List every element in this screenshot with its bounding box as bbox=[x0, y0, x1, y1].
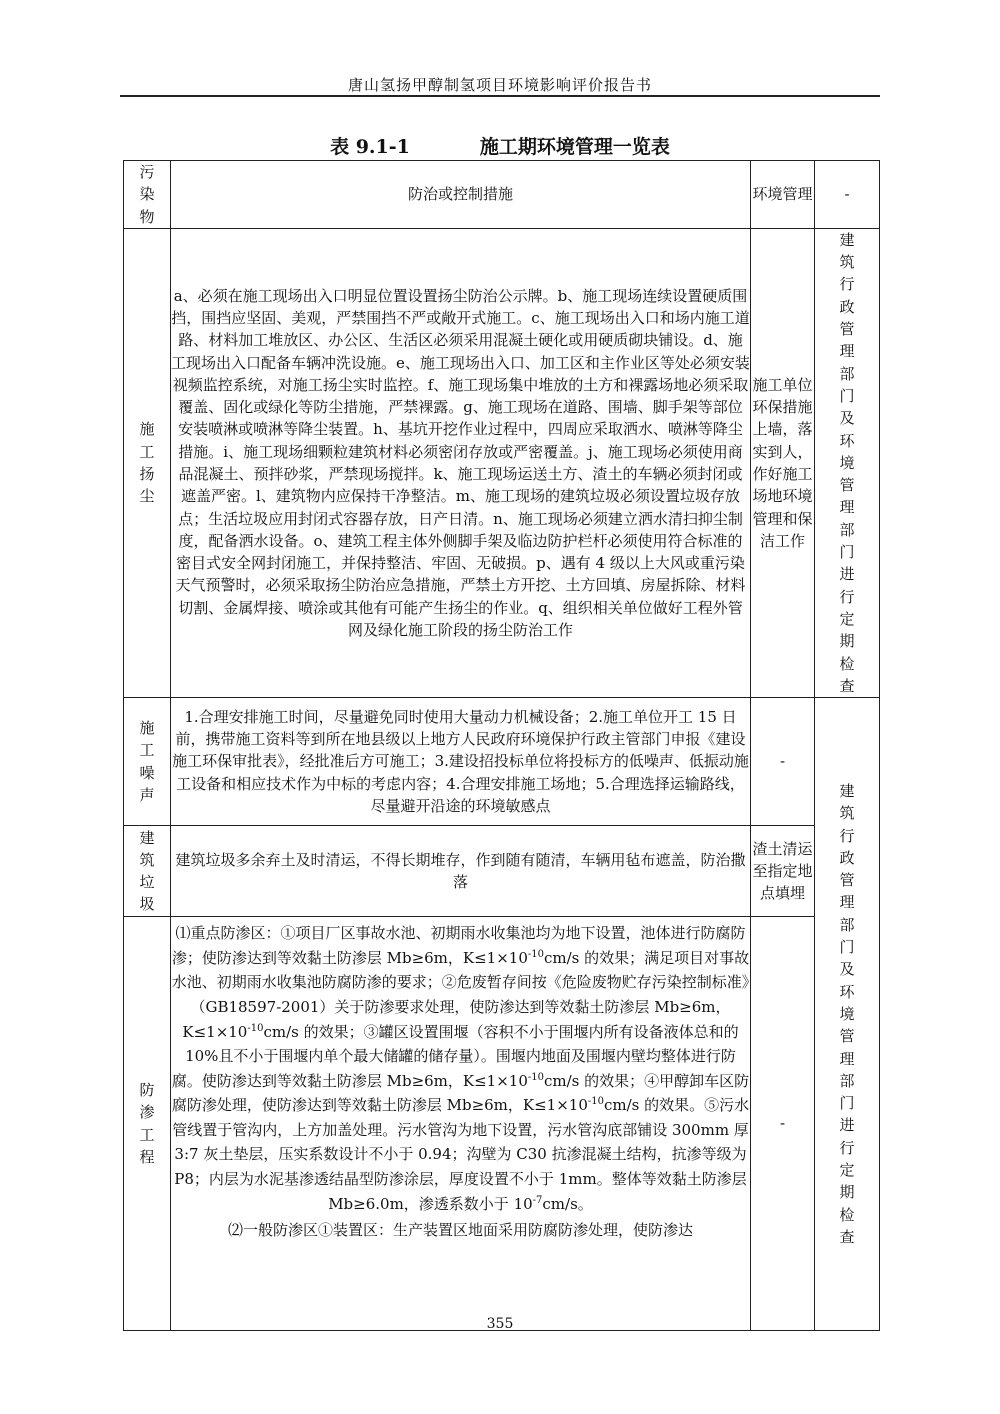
table-caption bbox=[120, 132, 880, 159]
table-row-noise bbox=[124, 698, 880, 826]
measures-cell bbox=[171, 917, 751, 1331]
management-cell: - bbox=[751, 917, 815, 1331]
header-rule bbox=[120, 95, 880, 97]
supervision-cell: 建筑行政管理部门及环境管理部门进行定期检查 bbox=[815, 228, 880, 697]
management-cell: - bbox=[751, 698, 815, 826]
management-table bbox=[123, 160, 880, 1331]
table-row-waste bbox=[124, 826, 880, 917]
col-header-measures: 防治或控制措施 bbox=[171, 161, 751, 229]
table-number: 表 9.1-1 bbox=[330, 136, 410, 158]
pollutant-cell: 施工扬尘 bbox=[124, 228, 171, 697]
measures-cell: 建筑垃圾多余弃土及时清运，不得长期堆存，作到随有随清，车辆用毡布遮盖，防治撒落 bbox=[171, 826, 751, 917]
pollutant-cell: 建筑垃圾 bbox=[124, 826, 171, 917]
measures-cell: 1.合理安排施工时间，尽量避免同时使用大量动力机械设备；2.施工单位开工 15 日前，携带施工资料等到所在地县级以上地方人民政府环境保护行政主管部门申报《建设施工环保审批表》，经批准后方可施工；3.建设招投标单位将投标方的低噪声、低振动施工设备和相应技术作为中标的考虑内容；4.合理安排施工场地；5.合理选择运输路线，尽量避开沿途的环境敏感点 bbox=[171, 698, 751, 826]
pollutant-cell: 防渗工程 bbox=[124, 917, 171, 1331]
table-row-seepage bbox=[124, 917, 880, 1331]
pollutant-cell: 施工噪声 bbox=[124, 698, 171, 826]
col-header-dash: - bbox=[815, 161, 880, 229]
table-title: 施工期环境管理一览表 bbox=[479, 136, 670, 158]
management-cell: 施工单位环保措施上墙，落实到人，作好施工场地环境管理和保洁工作 bbox=[751, 228, 815, 697]
page-number: 355 bbox=[486, 1316, 514, 1332]
table-header-row bbox=[124, 161, 880, 229]
running-header: 唐山氢扬甲醇制氢项目环境影响评价报告书 bbox=[347, 76, 652, 94]
supervision-cell: 建筑行政管理部门及环境管理部门进行定期检查 bbox=[815, 698, 880, 1331]
seepage-paragraph-general: ⑵一般防渗区①装置区：生产装置区地面采用防腐防渗处理，使防渗达 bbox=[227, 1221, 693, 1240]
management-cell: 渣土清运至指定地点填埋 bbox=[751, 826, 815, 917]
seepage-paragraph-key: ⑴重点防渗区：①项目厂区事故水池、初期雨水收集池均为地下设置，池体进行防腐防渗；使防渗达到等效黏土防渗层 Mb≥6m，$K\le 1\times 10^{-10}cm/s$ 的效果；满足项目对事故水池、初期雨水收集池防腐防渗的要求；②危废暂存间按《危险废物贮存污染控制标准》（GB18597-2001）关于防渗要求处理，使防渗达到等效黏土防渗层 Mb≥6m，$K\le 1\times 10^{-10}cm/s$ 的效果；③罐区设置围堰（容积不小于围堰内所有设备液体总和的 10%且不小于围堰内单个最大储罐的储存量）。围堰内地面及围堰内壁均整体进行防腐。使防渗达到等效黏土防渗层 Mb≥6m，$K\le 1\times 10^{-10}cm/s$ 的效果；④甲醇卸车区防腐防渗处理，使防渗达到等效黏土防渗层 Mb≥6m，$K\le 1\times 10^{-10}cm/s$ 的效果。⑤污水管线置于管沟内，上方加盖处理。污水管沟为地下设置，污水管沟底部铺设 300mm 厚 3:7 灰土垫层，压实系数设计不小于 0.94；沟壁为 C30 抗渗混凝土结构，抗渗等级为 P8；内层为水泥基渗透结晶型防渗涂层，厚度设置不小于 1mm。整体等效黏土防渗层 Mb≥6.0m，渗透系数小于 $10^{-7}cm/s$。 bbox=[171, 924, 750, 1213]
col-header-management: 环境管理 bbox=[751, 161, 815, 229]
table-row-dust bbox=[124, 228, 880, 697]
measures-cell: a、必须在施工现场出入口明显位置设置扬尘防治公示牌。b、施工现场连续设置硬质围挡，围挡应坚固、美观，严禁围挡不严或敞开式施工。c、施工现场出入口和场内施工道路、材料加工堆放区、办公区、生活区必须采用混凝土硬化或用硬质砌块铺设。d、施工现场出入口配备车辆冲洗设施。e、施工现场出入口、加工区和主作业区等处必须安装视频监控系统，对施工扬尘实时监控。f、施工现场集中堆放的土方和裸露场地必须采取覆盖、固化或绿化等防尘措施，严禁裸露。g、施工现场在道路、围墙、脚手架等部位安装喷淋或喷淋等降尘装置。h、基坑开挖作业过程中，四周应采取洒水、喷淋等降尘措施。i、施工现场细颗粒建筑材料必须密闭存放或严密覆盖。j、施工现场必须使用商品混凝土、预拌砂浆，严禁现场搅拌。k、施工现场运送土方、渣土的车辆必须封闭或遮盖严密。l、建筑物内应保持干净整洁。m、施工现场的建筑垃圾必须设置垃圾存放点；生活垃圾应用封闭式容器存放，日产日清。n、施工现场必须建立洒水清扫抑尘制度，配备洒水设备。o、建筑工程主体外侧脚手架及临边防护栏杆必须使用符合标准的密目式安全网封闭施工，并保持整洁、牢固、无破损。p、遇有 4 级以上大风或重污染天气预警时，必须采取扬尘防治应急措施，严禁土方开挖、土方回填、房屋拆除、材料切割、金属焊接、喷涂或其他有可能产生扬尘的作业。q、组织相关单位做好工程外管网及绿化施工阶段的扬尘防治工作 bbox=[171, 228, 751, 697]
col-header-pollutant: 污染物 bbox=[124, 161, 171, 229]
